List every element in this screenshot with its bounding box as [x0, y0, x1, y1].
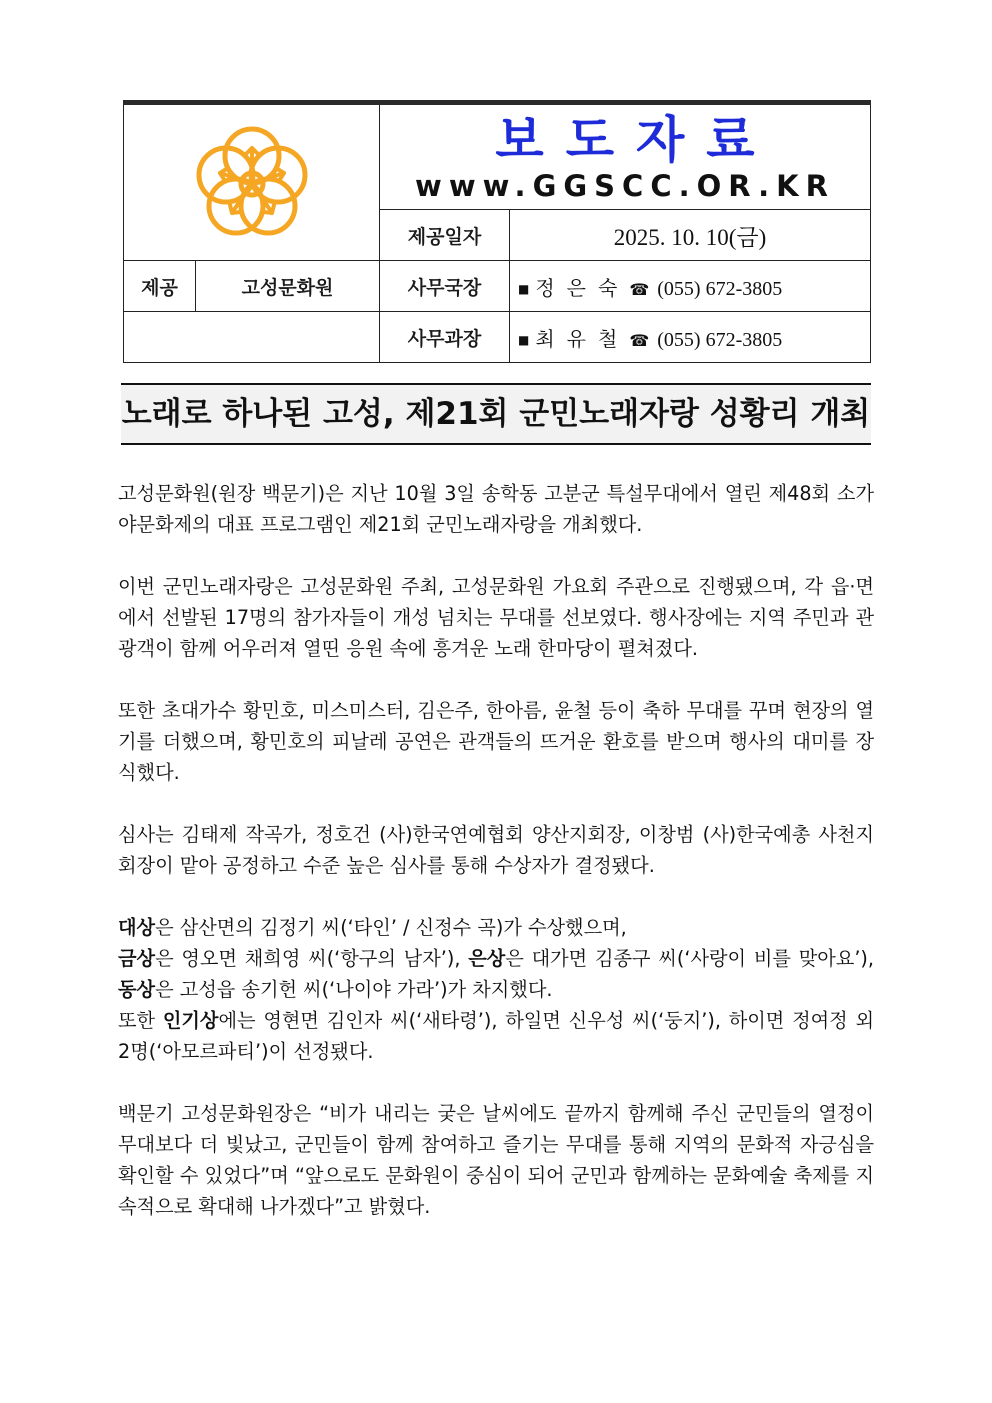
paragraph-quote: 백문기 고성문화원장은 “비가 내리는 궂은 날씨에도 끝까지 함께해 주신 군민들의 열정이 무대보다 더 빛났고, 군민들이 함께 참여하고 즐기는 무대를 통해 지역의 문화적 자긍심을 확인할 수 있었다”며 “앞으로도 문화원이 중심이 되어 군민과 함께하는 문화예술 축제를 지속적으로 확대해 나가겠다”고 밝혔다. — [118, 1102, 874, 1218]
award-bronze-text: 은 고성읍 송기헌 씨(‘나이야 가라’)가 차지했다. — [155, 978, 553, 1001]
award-popular-label: 인기상 — [162, 1009, 219, 1032]
contact-name-1: 정은숙 — [535, 275, 630, 300]
contact-phone-1[interactable]: (055) 672-3805 — [657, 277, 783, 300]
award-silver-text: 은 대가면 김종구 씨(‘사랑이 비를 맞아요’), — [505, 947, 874, 970]
contact-2 — [510, 312, 871, 363]
award-popular — [118, 1005, 874, 1067]
award-gold-text: 은 영오면 채희영 씨(‘항구의 남자’), — [155, 947, 469, 970]
award-gold-label: 금상 — [118, 947, 156, 970]
press-header-table — [123, 100, 871, 363]
paragraph-guests: 또한 초대가수 황민호, 미스미스터, 김은주, 한아름, 윤철 등이 축하 무대를 꾸며 현장의 열기를 더했으며, 황민호의 피날레 공연은 관객들의 뜨거운 환호를 받으며 행사의 대미를 장식했다. — [118, 699, 874, 784]
article-body — [118, 478, 874, 1253]
title-cell — [380, 103, 871, 210]
award-grand-text: 은 삼산면의 김정기 씨(‘타인’ / 신정수 곡)가 수상했으며, — [155, 916, 627, 939]
provided-date-value: 2025. 10. 10(금) — [510, 210, 871, 261]
award-popular-prefix: 또한 — [118, 1009, 163, 1032]
contact-phone-2[interactable]: (055) 672-3805 — [657, 328, 783, 351]
contact-1 — [510, 261, 871, 312]
telephone-icon: ☎ — [629, 330, 650, 350]
award-silver-label: 은상 — [468, 947, 506, 970]
telephone-icon: ☎ — [629, 279, 650, 299]
contact-name-2: 최유철 — [535, 326, 630, 351]
contact-role-1: 사무국장 — [380, 261, 510, 312]
empty-cell — [124, 312, 380, 363]
headline: 노래로 하나된 고성, 제21회 군민노래자랑 성황리 개최 — [121, 383, 871, 445]
paragraph-judges: 심사는 김태제 작곡가, 정호건 (사)한국연예협회 양산지회장, 이창범 (사)한국예총 사천지회장이 맡아 공정하고 수준 높은 심사를 통해 수상자가 결정됐다. — [118, 823, 874, 877]
award-gold-silver-bronze — [118, 943, 874, 1005]
press-release-title: 보도자료 — [495, 111, 777, 169]
provider-value: 고성문화원 — [196, 261, 380, 312]
bullet-icon: ■ — [518, 333, 530, 347]
gosung-culture-logo-icon — [187, 118, 317, 248]
award-grand-label: 대상 — [118, 916, 156, 939]
award-grand — [118, 912, 874, 943]
award-bronze-label: 동상 — [118, 978, 156, 1001]
provided-date-label: 제공일자 — [380, 210, 510, 261]
provider-label: 제공 — [124, 261, 196, 312]
award-popular-text: 에는 영현면 김인자 씨(‘새타령’), 하일면 신우성 씨(‘둥지’), 하이면 정여정 외 2명(‘아모르파티’)이 선정됐다. — [118, 1009, 874, 1063]
paragraph-event: 이번 군민노래자랑은 고성문화원 주최, 고성문화원 가요회 주관으로 진행됐으며, 각 읍·면에서 선발된 17명의 참가자들이 개성 넘치는 무대를 선보였다. 행사장에는 지역 주민과 관광객이 함께 어우러져 열띤 응원 속에 흥겨운 노래 한마당이 펼쳐졌다. — [118, 575, 874, 660]
paragraph-intro: 고성문화원(원장 백문기)은 지난 10월 3일 송학동 고분군 특설무대에서 열린 제48회 소가야문화제의 대표 프로그램인 제21회 군민노래자랑을 개최했다. — [118, 482, 874, 536]
contact-role-2: 사무과장 — [380, 312, 510, 363]
website-url[interactable]: www.GGSCC.OR.KR — [415, 169, 835, 203]
bullet-icon: ■ — [518, 282, 530, 296]
logo-cell — [124, 103, 380, 261]
